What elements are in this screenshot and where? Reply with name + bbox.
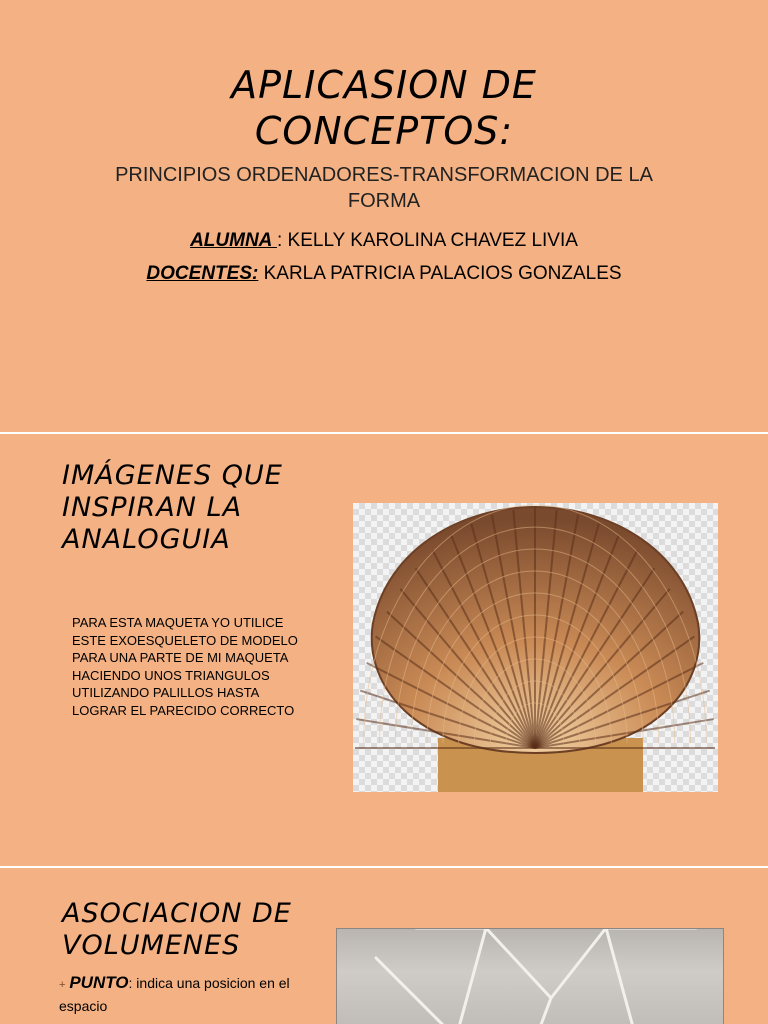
student-name: : KELLY KAROLINA CHAVEZ LIVIA [276,230,578,251]
heading-line-1: IMÁGENES QUE [62,460,283,491]
title-line-2: CONCEPTOS: [254,109,514,153]
heading-line-3: ANALOGUIA [62,524,231,555]
student-label: ALUMNA [190,230,277,251]
volumes-heading [62,898,292,962]
inspiration-slide [0,434,768,866]
toothpick-model-image [336,928,724,1024]
bullet-text: : indica una posicion en el espacio [59,975,290,1014]
scallop-shell-icon [353,503,718,792]
scallop-shell-image [353,503,718,792]
teachers-label: DOCENTES: [146,263,259,284]
student-line [0,230,768,252]
teachers-line [0,263,768,285]
heading-line-2: INSPIRAN LA [62,492,243,523]
title-slide [0,0,768,432]
title-line-1: APLICASION DE [231,63,537,107]
presentation-subtitle: PRINCIPIOS ORDENADORES-TRANSFORMACION DE LA FORMA [115,164,653,212]
bullet-keyword: PUNTO [69,973,129,992]
volume-association-slide [0,868,768,1024]
bullet-point [59,972,299,1017]
teachers-name: KARLA PATRICIA PALACIOS GONZALES [258,263,622,284]
inspiration-heading [62,460,283,556]
heading-line-2: VOLUMENES [62,930,241,961]
presentation-title [0,62,768,154]
model-structure-icon [336,928,724,1024]
inspiration-paragraph: PARA ESTA MAQUETA YO UTILICE ESTE EXOESQUELETO DE MODELO PARA UNA PARTE DE MI MAQUETA HACIENDO UNOS TRIANGULOS UTILIZANDO PALILLOS HASTA LOGRAR EL PARECIDO CORRECTO [72,615,298,718]
bullet-marker: + [59,979,66,991]
heading-line-1: ASOCIACION DE [62,898,292,929]
